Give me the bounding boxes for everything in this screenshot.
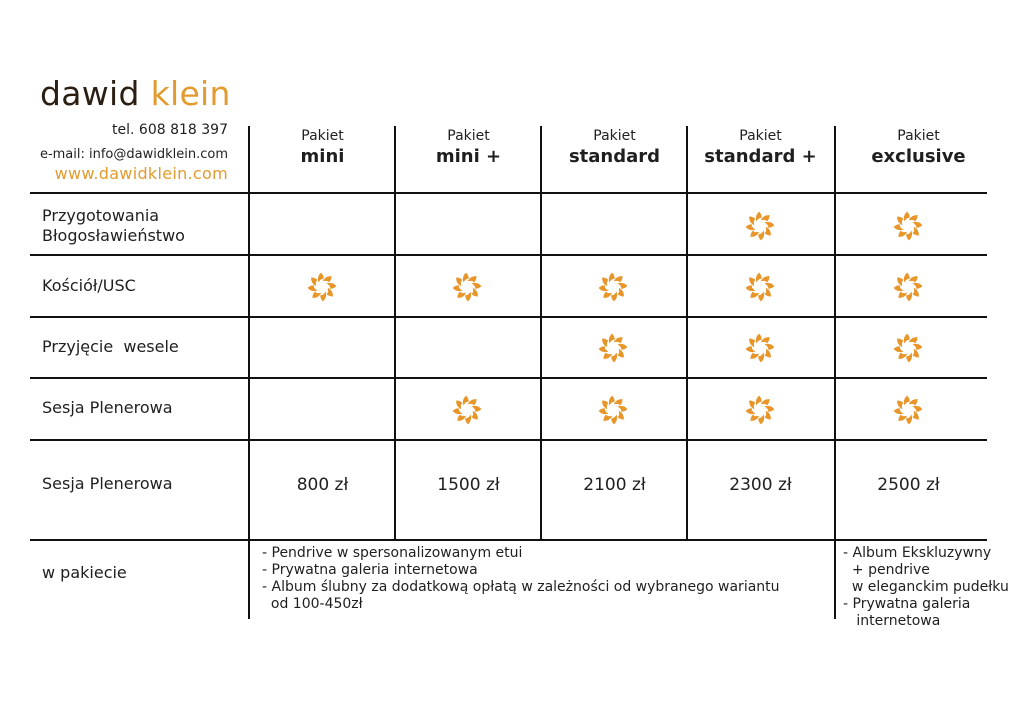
package-header-mini-plus — [396, 128, 541, 168]
contact-website[interactable]: www.dawidklein.com — [54, 164, 228, 183]
row-divider — [30, 192, 987, 194]
aperture-icon — [595, 330, 631, 366]
package-name: exclusive — [871, 145, 966, 167]
package-kind: Pakiet — [897, 128, 940, 144]
aperture-icon — [742, 269, 778, 305]
package-header-standard-plus — [688, 128, 833, 168]
price-exclusive: 2500 zł — [877, 475, 940, 495]
aperture-icon — [890, 208, 926, 244]
row-label-reception: Przyjęcie wesele — [42, 337, 179, 356]
row-divider — [30, 377, 987, 379]
row-divider — [30, 539, 987, 541]
row-divider — [30, 439, 987, 441]
aperture-icon — [449, 392, 485, 428]
aperture-icon — [742, 330, 778, 366]
aperture-icon — [742, 392, 778, 428]
column-divider — [248, 541, 250, 619]
package-header-exclusive — [846, 128, 991, 168]
aperture-icon — [304, 269, 340, 305]
package-header-mini — [250, 128, 395, 168]
contact-phone: tel. 608 818 397 — [112, 122, 228, 138]
brand-last-name: klein — [150, 74, 231, 113]
contact-email: e-mail: info@dawidklein.com — [39, 147, 228, 162]
row-label-outdoor-session: Sesja Plenerowa — [42, 398, 173, 417]
aperture-icon — [890, 330, 926, 366]
brand-first-name: dawid — [40, 74, 140, 113]
included-notes-standard: - Pendrive w spersonalizowanym etui - Prywatna galeria internetowa - Album ślubny za dodatkową opłatą w zależności od wybranego wariantu od 100-450zł — [262, 545, 780, 612]
package-name: standard + — [704, 145, 817, 167]
aperture-icon — [595, 392, 631, 428]
package-name: standard — [568, 145, 661, 167]
package-header-standard — [542, 128, 687, 168]
column-divider — [834, 541, 836, 619]
row-label-price: Sesja Plenerowa — [42, 474, 173, 493]
aperture-icon — [890, 392, 926, 428]
package-kind: Pakiet — [593, 128, 636, 144]
row-divider — [30, 254, 987, 256]
package-kind: Pakiet — [301, 128, 344, 144]
row-label-preparations: Przygotowania Błogosławieństwo — [42, 206, 185, 245]
price-standard-plus: 2300 zł — [729, 475, 792, 495]
included-notes-exclusive: - Album Ekskluzywny + pendrive w eleganckim pudełku - Prywatna galeria internetowa — [843, 545, 1009, 629]
aperture-icon — [449, 269, 485, 305]
aperture-icon — [595, 269, 631, 305]
price-standard: 2100 zł — [583, 475, 646, 495]
aperture-icon — [890, 269, 926, 305]
package-name: mini + — [435, 145, 502, 167]
brand-logo — [40, 74, 231, 113]
package-kind: Pakiet — [447, 128, 490, 144]
price-mini: 800 zł — [296, 475, 349, 495]
package-kind: Pakiet — [739, 128, 782, 144]
aperture-icon — [742, 208, 778, 244]
row-label-included: w pakiecie — [42, 563, 127, 582]
row-divider — [30, 316, 987, 318]
price-mini-plus: 1500 zł — [437, 475, 500, 495]
package-name: mini — [300, 145, 345, 167]
row-label-church: Kościół/USC — [42, 276, 136, 295]
